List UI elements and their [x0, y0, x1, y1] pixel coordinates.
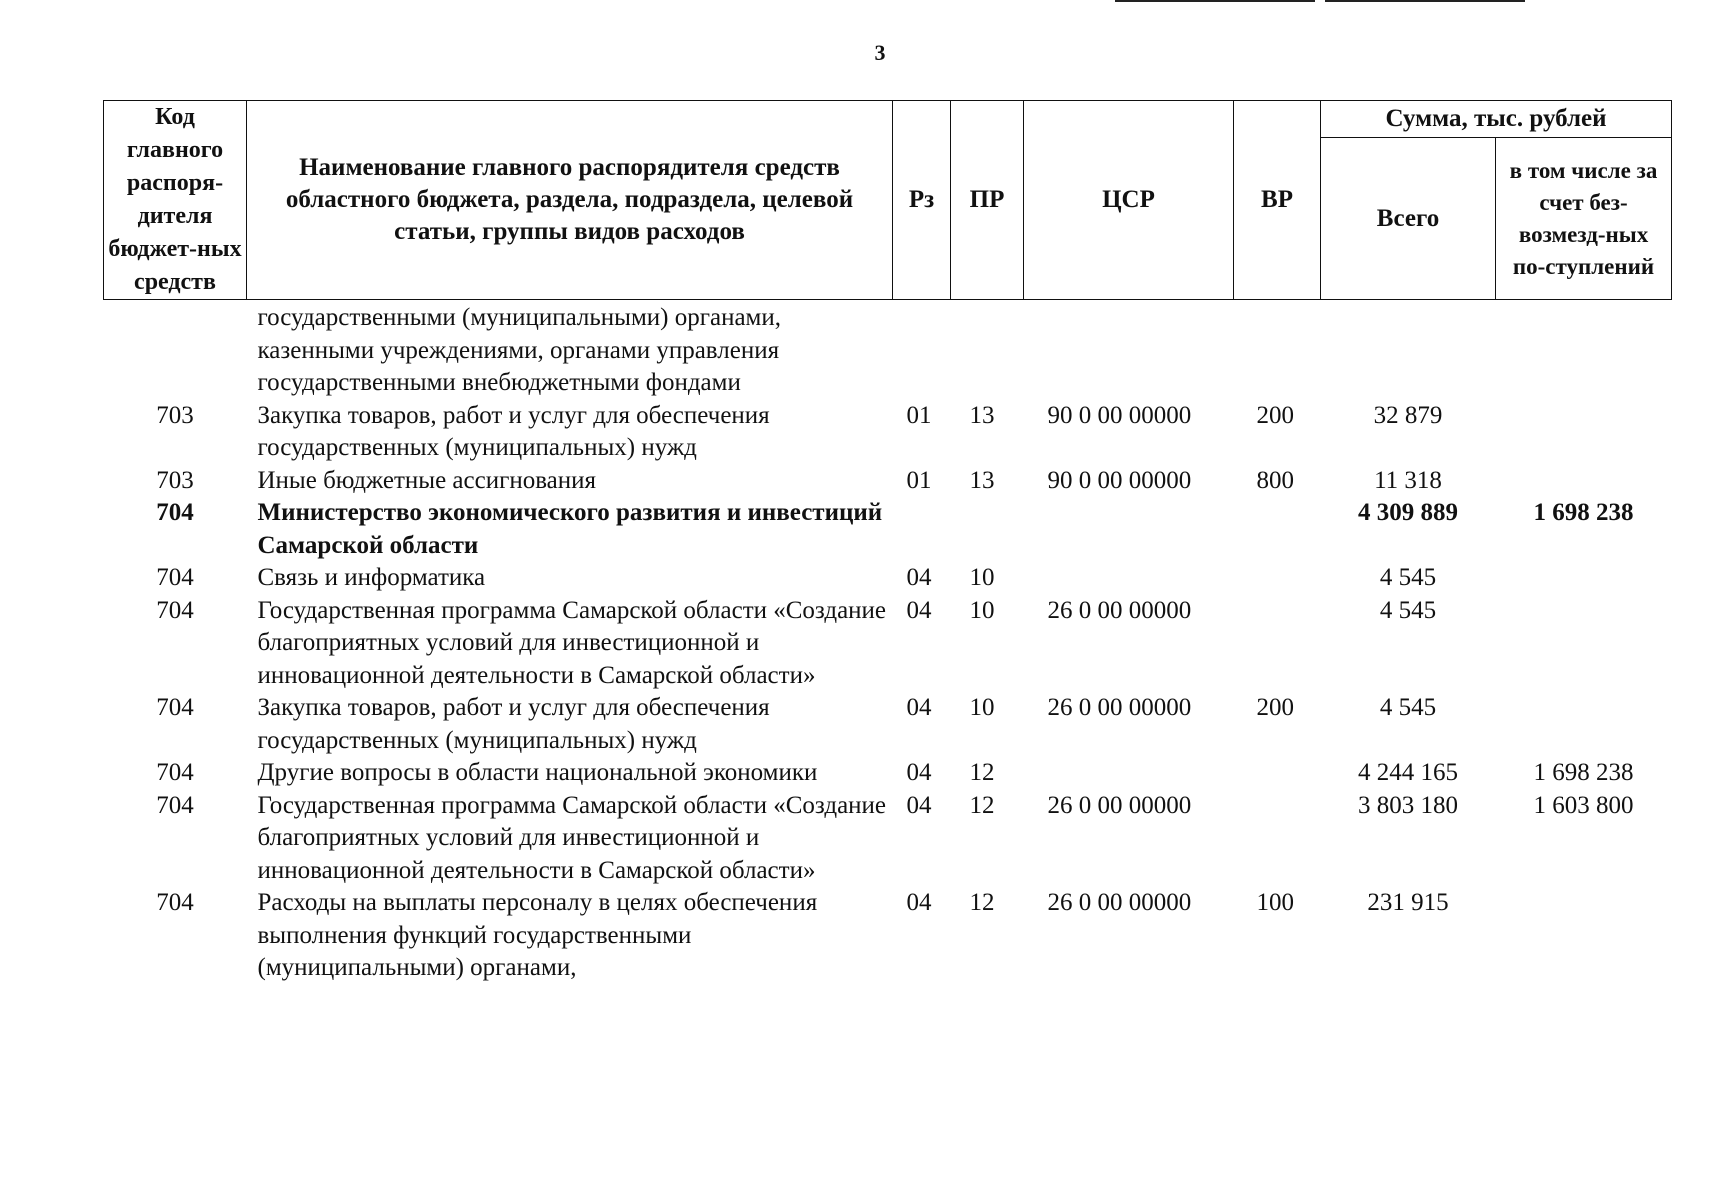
budget-table	[103, 100, 1672, 985]
cell-free: 1 603 800	[1533, 791, 1634, 819]
cell-free: 1 698 238	[1533, 499, 1634, 526]
cell-code: 704	[156, 564, 194, 591]
cell-pr	[951, 300, 1024, 400]
cell-name: Связь и информатика	[257, 564, 486, 591]
table-row	[104, 757, 1672, 790]
cell-rz: 01	[906, 401, 932, 429]
table-row	[104, 692, 1672, 757]
table-row	[104, 400, 1672, 465]
cell-csr: 26 0 00 00000	[1047, 791, 1192, 819]
cell-pr: 12	[969, 759, 995, 786]
header-code: Код главного распоря-дителя бюджет-ных средств	[104, 101, 247, 300]
table-row	[104, 595, 1672, 693]
cell-pr: 12	[969, 889, 995, 916]
cell-rz	[893, 497, 951, 562]
cell-vr	[1234, 300, 1321, 400]
cell-vr	[1234, 562, 1321, 595]
cell-vr: 200	[1256, 694, 1294, 721]
cell-total: 4 545	[1379, 596, 1437, 624]
cell-pr: 10	[969, 596, 995, 624]
scan-mark	[1115, 0, 1315, 2]
cell-name: Иные бюджетные ассигнования	[257, 466, 597, 494]
cell-code: 704	[156, 596, 194, 624]
cell-free	[1496, 692, 1672, 757]
cell-total: 4 309 889	[1358, 499, 1458, 526]
cell-total: 4 545	[1379, 564, 1437, 591]
table-row	[104, 887, 1672, 985]
cell-free	[1496, 300, 1672, 400]
cell-total: 32 879	[1373, 401, 1443, 429]
cell-vr: 200	[1256, 401, 1294, 429]
cell-pr: 10	[969, 564, 995, 591]
cell-free: 1 698 238	[1533, 759, 1634, 786]
header-csr: ЦСР	[1024, 101, 1234, 300]
cell-pr	[951, 497, 1024, 562]
header-name: Наименование главного распорядителя средств областного бюджета, раздела, подраздела, целевой статьи, группы видов расходов	[247, 101, 893, 300]
cell-total: 231 915	[1367, 889, 1449, 916]
cell-vr	[1234, 595, 1321, 693]
table-row	[104, 790, 1672, 888]
cell-rz	[893, 300, 951, 400]
cell-total: 4 545	[1379, 694, 1437, 721]
cell-rz: 04	[906, 889, 932, 916]
cell-total	[1321, 300, 1496, 400]
cell-name: Расходы на выплаты персоналу в целях обеспечения выполнения функций государственными (муниципальными) органами,	[257, 889, 818, 981]
cell-code: 704	[156, 694, 194, 721]
header-vr: ВР	[1234, 101, 1321, 300]
cell-name: Закупка товаров, работ и услуг для обеспечения государственных (муниципальных) нужд	[257, 694, 770, 754]
header-free: в том числе за счет без-возмезд-ных по-ступлений	[1496, 138, 1672, 300]
cell-rz: 04	[906, 791, 932, 819]
cell-vr	[1234, 757, 1321, 790]
cell-name: Министерство экономического развития и инвестиций Самарской области	[257, 499, 883, 559]
cell-name: Другие вопросы в области национальной экономики	[257, 759, 818, 786]
cell-csr: 26 0 00 00000	[1047, 694, 1192, 721]
cell-rz: 04	[906, 759, 932, 786]
cell-code: 704	[156, 889, 194, 916]
cell-free	[1496, 595, 1672, 693]
table-body	[104, 300, 1672, 985]
cell-pr: 13	[969, 401, 995, 429]
cell-code	[104, 300, 247, 400]
cell-total: 11 318	[1374, 466, 1442, 494]
cell-vr: 100	[1256, 889, 1294, 916]
cell-code: 704	[156, 791, 194, 819]
cell-total: 3 803 180	[1358, 791, 1458, 819]
cell-free	[1496, 400, 1672, 465]
cell-pr: 13	[969, 466, 995, 494]
cell-csr: 26 0 00 00000	[1047, 596, 1192, 624]
cell-name: Государственная программа Самарской области «Создание благоприятных условий для инвестиционной и инновационной деятельности в Самарской области»	[257, 791, 887, 884]
cell-rz: 04	[906, 596, 932, 624]
scan-mark	[1325, 0, 1525, 2]
cell-csr	[1024, 300, 1234, 400]
cell-csr: 26 0 00 00000	[1047, 889, 1192, 916]
cell-vr: 800	[1256, 466, 1294, 494]
header-sum: Сумма, тыс. рублей	[1321, 101, 1672, 138]
table-row	[104, 497, 1672, 562]
header-pr: ПР	[951, 101, 1024, 300]
cell-free	[1496, 465, 1672, 498]
cell-rz: 04	[906, 694, 932, 721]
cell-name: государственными (муниципальными) органами, казенными учреждениями, органами управления государственными внебюджетными фондами	[257, 304, 781, 396]
cell-csr: 90 0 00 00000	[1047, 401, 1192, 429]
cell-csr	[1024, 497, 1234, 562]
page-number: 3	[874, 40, 886, 65]
cell-code: 704	[156, 759, 194, 786]
table-header	[104, 101, 1672, 300]
header-total: Всего	[1321, 138, 1496, 300]
cell-pr: 12	[969, 791, 995, 819]
cell-rz: 01	[906, 466, 932, 494]
cell-rz: 04	[906, 564, 932, 591]
header-rz: Рз	[893, 101, 951, 300]
cell-vr	[1234, 790, 1321, 888]
cell-csr: 90 0 00 00000	[1047, 466, 1192, 494]
table-row	[104, 465, 1672, 498]
cell-total: 4 244 165	[1358, 759, 1458, 786]
cell-code: 703	[156, 466, 194, 494]
cell-name: Закупка товаров, работ и услуг для обеспечения государственных (муниципальных) нужд	[257, 401, 770, 461]
cell-name: Государственная программа Самарской области «Создание благоприятных условий для инвестиционной и инновационной деятельности в Самарской области»	[257, 596, 887, 689]
table-row	[104, 300, 1672, 400]
cell-csr	[1024, 757, 1234, 790]
cell-code: 704	[156, 499, 194, 526]
cell-vr	[1234, 497, 1321, 562]
cell-free	[1496, 887, 1672, 985]
cell-free	[1496, 562, 1672, 595]
cell-code: 703	[156, 401, 194, 429]
cell-csr	[1024, 562, 1234, 595]
table-row	[104, 562, 1672, 595]
cell-pr: 10	[969, 694, 995, 721]
